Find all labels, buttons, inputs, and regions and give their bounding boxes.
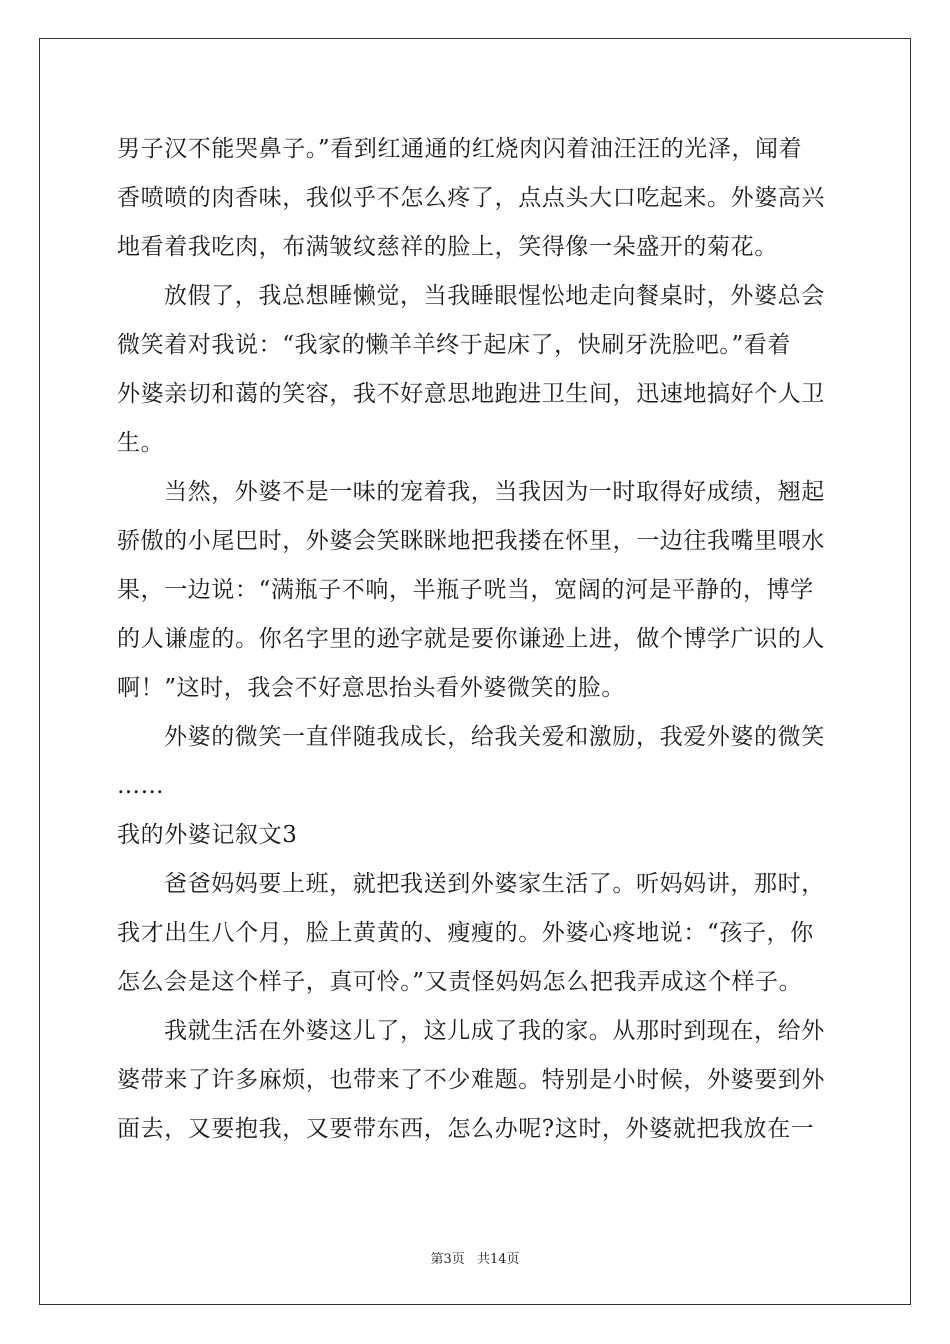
text-line: 我就生活在外婆这儿了，这儿成了我的家。从那时到现在，给外 bbox=[164, 1018, 825, 1044]
paragraph bbox=[117, 713, 833, 811]
paragraph bbox=[117, 860, 833, 1007]
text-line: 婆带来了许多麻烦，也带来了不少难题。特别是小时候，外婆要到外 bbox=[117, 1067, 825, 1093]
text-line: 地看着我吃肉，布满皱纹慈祥的脸上，笑得像一朵盛开的菊花。 bbox=[117, 234, 778, 260]
text-line: 当然，外婆不是一味的宠着我，当我因为一时取得好成绩，翘起 bbox=[164, 479, 825, 505]
text-line: 男子汉不能哭鼻子。”看到红通通的红烧肉闪着油汪汪的光泽，闻着 bbox=[117, 136, 803, 162]
document-body bbox=[117, 125, 833, 1154]
paragraph bbox=[117, 125, 833, 272]
text-line: 骄傲的小尾巴时，外婆会笑眯眯地把我搂在怀里，一边往我嘴里喂水 bbox=[117, 528, 825, 554]
text-line: 外婆亲切和蔼的笑容，我不好意思地跑进卫生间，迅速地搞好个人卫 bbox=[117, 381, 825, 407]
text-line: …… bbox=[117, 773, 165, 799]
text-line: 生。 bbox=[117, 430, 165, 456]
text-line: 微笑着对我说：“我家的懒羊羊终于起床了，快刷牙洗脸吧。”看着 bbox=[117, 332, 792, 358]
paragraph bbox=[117, 1007, 833, 1154]
paragraph bbox=[117, 272, 833, 468]
page-number: 第3页 bbox=[430, 1252, 465, 1267]
text-line: 外婆的微笑一直伴随我成长，给我关爱和激励，我爱外婆的微笑 bbox=[164, 724, 825, 750]
text-line: 我才出生八个月，脸上黄黄的、瘦瘦的。外婆心疼地说：“孩子，你 bbox=[117, 920, 814, 946]
paragraph bbox=[117, 468, 833, 713]
text-line: 啊！”这时，我会不好意思抬头看外婆微笑的脸。 bbox=[117, 675, 625, 701]
page-footer bbox=[0, 1248, 950, 1267]
text-line: 的人谦虚的。你名字里的逊字就是要你谦逊上进，做个博学广识的人 bbox=[117, 626, 825, 652]
section-heading bbox=[117, 811, 833, 860]
text-line: 面去，又要抱我，又要带东西，怎么办呢?这时，外婆就把我放在一 bbox=[117, 1116, 815, 1142]
page-total: 共14页 bbox=[476, 1252, 520, 1267]
text-line: 香喷喷的肉香味，我似乎不怎么疼了，点点头大口吃起来。外婆高兴 bbox=[117, 185, 825, 211]
heading-text: 我的外婆记叙文3 bbox=[117, 822, 298, 848]
text-line: 放假了，我总想睡懒觉，当我睡眼惺忪地走向餐桌时，外婆总会 bbox=[164, 283, 825, 309]
text-line: 果，一边说：“满瓶子不响，半瓶子咣当，宽阔的河是平静的，博学 bbox=[117, 577, 814, 603]
text-line: 爸爸妈妈要上班，就把我送到外婆家生活了。听妈妈讲，那时， bbox=[164, 871, 825, 897]
text-line: 怎么会是这个样子，真可怜。”又责怪妈妈怎么把我弄成这个样子。 bbox=[117, 969, 803, 995]
